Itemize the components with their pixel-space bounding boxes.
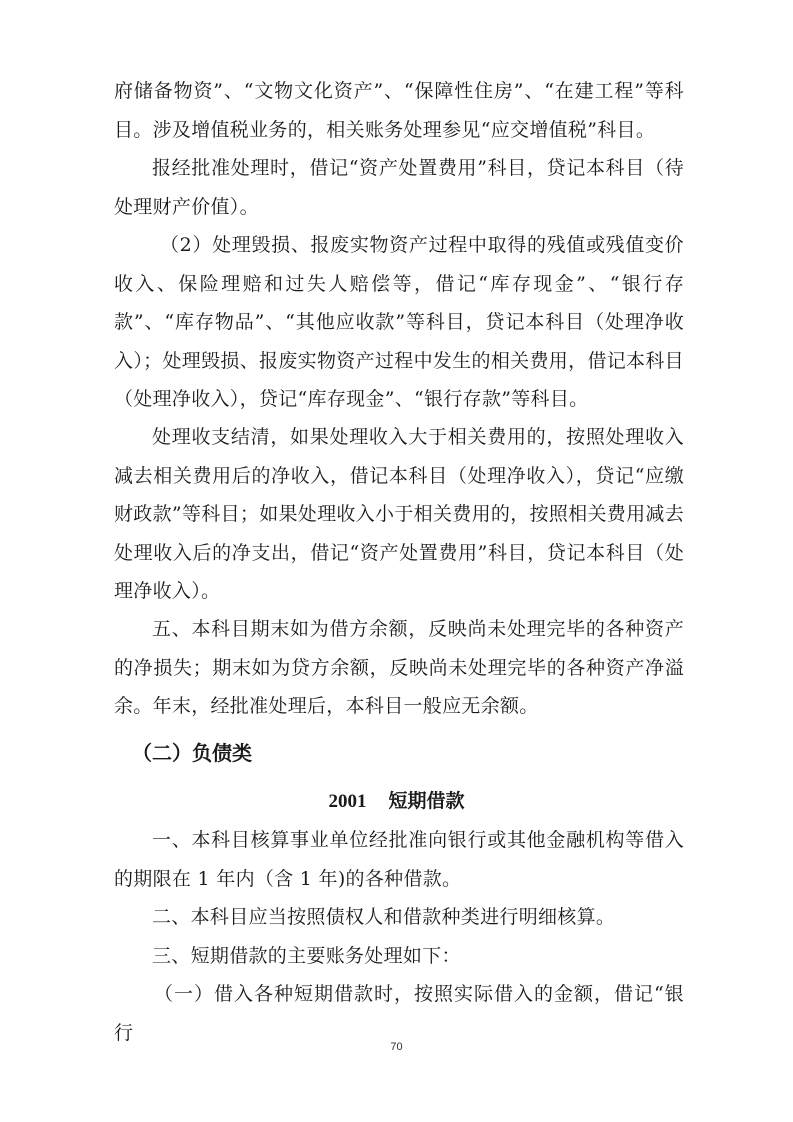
account-code: 2001: [328, 791, 367, 812]
paragraph-detail-accounting: 二、本科目应当按照债权人和借款种类进行明细核算。: [152, 906, 616, 928]
account-heading: [0, 786, 793, 813]
paragraph-period-end: 五、本科目期末如为借方余额，反映尚未处理完毕的各种资产的净损失；期末如为贷方余额，反映尚未处理完毕的各种资产净溢余。年末，经批准处理后，本科目一般应无余额。: [114, 618, 684, 717]
paragraph-scope: 一、本科目核算事业单位经批准向银行或其他金融机构等借入的期限在 1 年内（含 1 年)的各种借款。: [114, 829, 684, 890]
paragraph-approval: 报经批准处理时，借记“资产处置费用”科目，贷记本科目（待处理财产价值）。: [114, 157, 684, 218]
page-number: 70: [390, 1041, 403, 1053]
paragraph-main-entries: 三、短期借款的主要账务处理如下：: [152, 945, 461, 967]
paragraph-settlement: 处理收支结清，如果处理收入大于相关费用的，按照处理收入减去相关费用后的净收入，借记本科目（处理净收入），贷记“应缴财政款”等科目；如果处理收入小于相关费用的，按照相关费用减去处理收入后的净支出，借记“资产处置费用”科目，贷记本科目（处理净收入）。: [114, 426, 684, 602]
paragraph-disposal-income: （2）处理毁损、报废实物资产过程中取得的残值或残值变价收入、保险理赔和过失人赔偿等，借记“库存现金”、“银行存款”、“库存物品”、“其他应收款”等科目，贷记本科目（处理净收入）；处理毁损、报废实物资产过程中发生的相关费用，借记本科目 （处理净收入），贷记“库存现金”、“银行存款”等科目。: [114, 234, 684, 410]
paragraph-borrowing: （一）借入各种短期借款时，按照实际借入的金额，借记“银行: [114, 983, 684, 1044]
account-title: 短期借款: [388, 790, 465, 812]
paragraph-continuation: 府储备物资”、“文物文化资产”、“保障性住房”、“在建工程”等科目。涉及增值税业务的，相关账务处理参见“应交增值税”科目。: [114, 80, 684, 141]
section-heading: （二）负债类: [132, 741, 252, 765]
